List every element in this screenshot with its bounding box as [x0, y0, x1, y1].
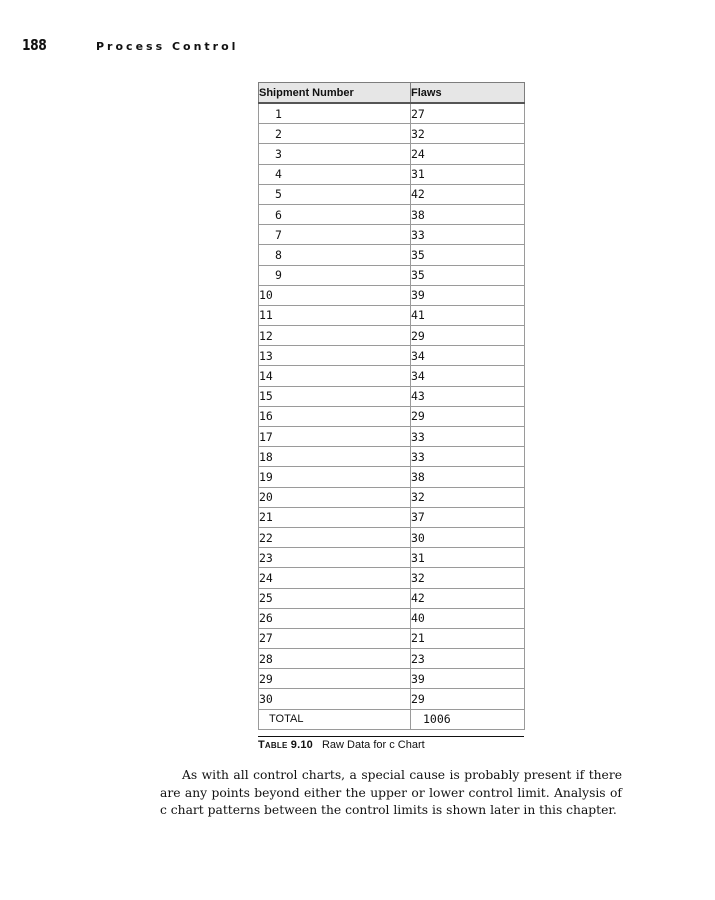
table-row [259, 669, 525, 689]
shipment-number-cell: 9 [259, 265, 411, 285]
flaws-cell: 41 [411, 305, 525, 325]
shipment-number-cell: 21 [259, 507, 411, 527]
table-row [259, 386, 525, 406]
shipment-number-cell: 13 [259, 346, 411, 366]
flaws-cell: 34 [411, 346, 525, 366]
raw-data-table-container [258, 82, 524, 730]
shipment-number-cell: 4 [259, 164, 411, 184]
flaws-cell: 32 [411, 568, 525, 588]
flaws-cell: 39 [411, 669, 525, 689]
shipment-number-cell: 24 [259, 568, 411, 588]
total-value: 1006 [411, 709, 525, 729]
table-row [259, 225, 525, 245]
flaws-cell: 34 [411, 366, 525, 386]
table-row [259, 507, 525, 527]
flaws-cell: 33 [411, 225, 525, 245]
raw-data-table [258, 82, 525, 730]
table-row [259, 366, 525, 386]
table-row [259, 588, 525, 608]
flaws-cell: 35 [411, 265, 525, 285]
shipment-number-cell: 16 [259, 406, 411, 426]
flaws-cell: 24 [411, 144, 525, 164]
flaws-cell: 38 [411, 467, 525, 487]
page-number: 188 [22, 36, 47, 54]
flaws-cell: 33 [411, 447, 525, 467]
total-label: TOTAL [259, 709, 411, 729]
flaws-cell: 42 [411, 184, 525, 204]
shipment-number-cell: 1 [259, 103, 411, 124]
shipment-number-cell: 22 [259, 527, 411, 547]
shipment-number-cell: 7 [259, 225, 411, 245]
flaws-cell: 31 [411, 164, 525, 184]
shipment-number-cell: 25 [259, 588, 411, 608]
flaws-cell: 35 [411, 245, 525, 265]
table-row [259, 285, 525, 305]
table-row [259, 346, 525, 366]
shipment-number-cell: 29 [259, 669, 411, 689]
caption-label: Table 9.10 [258, 739, 313, 751]
shipment-number-cell: 5 [259, 184, 411, 204]
shipment-number-cell: 18 [259, 447, 411, 467]
flaws-cell: 29 [411, 326, 525, 346]
caption-text: Raw Data for c Chart [321, 739, 425, 751]
shipment-number-cell: 23 [259, 548, 411, 568]
shipment-number-cell: 26 [259, 608, 411, 628]
table-total-row [259, 709, 525, 729]
table-row [259, 628, 525, 648]
flaws-cell: 23 [411, 649, 525, 669]
column-header-flaws: Flaws [411, 83, 525, 104]
table-row [259, 124, 525, 144]
flaws-cell: 40 [411, 608, 525, 628]
table-row [259, 548, 525, 568]
table-row [259, 487, 525, 507]
table-row [259, 144, 525, 164]
shipment-number-cell: 28 [259, 649, 411, 669]
body-paragraph: As with all control charts, a special cause is probably present if there are any points beyond either the upper or lower control limit. Analysis of c chart patterns between the control limits is shown later in this chapter. [160, 768, 622, 817]
flaws-cell: 39 [411, 285, 525, 305]
shipment-number-cell: 17 [259, 427, 411, 447]
flaws-cell: 21 [411, 628, 525, 648]
shipment-number-cell: 6 [259, 204, 411, 224]
table-row [259, 245, 525, 265]
table-row [259, 427, 525, 447]
table-caption [258, 736, 524, 751]
shipment-number-cell: 12 [259, 326, 411, 346]
flaws-cell: 29 [411, 406, 525, 426]
shipment-number-cell: 10 [259, 285, 411, 305]
flaws-cell: 30 [411, 527, 525, 547]
shipment-number-cell: 30 [259, 689, 411, 709]
flaws-cell: 33 [411, 427, 525, 447]
shipment-number-cell: 8 [259, 245, 411, 265]
table-row [259, 103, 525, 124]
table-row [259, 265, 525, 285]
table-header-row [259, 83, 525, 104]
shipment-number-cell: 11 [259, 305, 411, 325]
flaws-cell: 31 [411, 548, 525, 568]
table-row [259, 305, 525, 325]
flaws-cell: 32 [411, 124, 525, 144]
flaws-cell: 32 [411, 487, 525, 507]
shipment-number-cell: 3 [259, 144, 411, 164]
table-row [259, 608, 525, 628]
table-row [259, 164, 525, 184]
shipment-number-cell: 19 [259, 467, 411, 487]
flaws-cell: 43 [411, 386, 525, 406]
flaws-cell: 38 [411, 204, 525, 224]
shipment-number-cell: 2 [259, 124, 411, 144]
table-row [259, 406, 525, 426]
running-head [22, 36, 238, 56]
table-row [259, 204, 525, 224]
table-row [259, 447, 525, 467]
table-row [259, 568, 525, 588]
running-title: Process Control [96, 40, 239, 53]
column-header-shipment-number: Shipment Number [259, 83, 411, 104]
table-row [259, 689, 525, 709]
shipment-number-cell: 15 [259, 386, 411, 406]
table-row [259, 649, 525, 669]
table-body [259, 103, 525, 709]
flaws-cell: 27 [411, 103, 525, 124]
table-row [259, 467, 525, 487]
table-row [259, 326, 525, 346]
table-row [259, 184, 525, 204]
shipment-number-cell: 20 [259, 487, 411, 507]
table-row [259, 527, 525, 547]
shipment-number-cell: 27 [259, 628, 411, 648]
flaws-cell: 37 [411, 507, 525, 527]
shipment-number-cell: 14 [259, 366, 411, 386]
flaws-cell: 29 [411, 689, 525, 709]
flaws-cell: 42 [411, 588, 525, 608]
